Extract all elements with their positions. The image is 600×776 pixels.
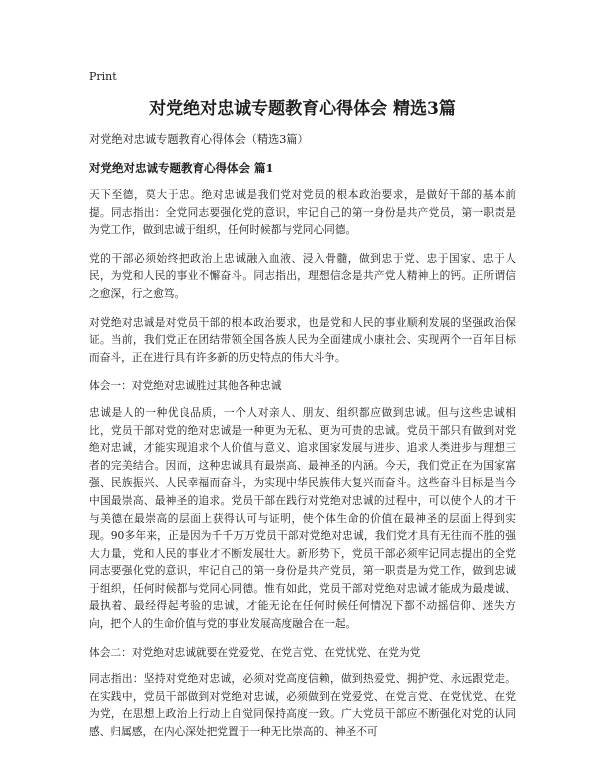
paragraph-2: 党的干部必须始终把政治上忠诚融入血液、浸入骨髓，做到忠于党、忠于国家、忠于人民，为党和人民的事业不懈奋斗。同志指出，理想信念是共产党人精神上的钙。正所谓信之愈深，行之愈笃。 <box>89 251 516 300</box>
print-label: Print <box>89 70 117 83</box>
paragraph-5: 同志指出：坚持对党绝对忠诚，必须对党高度信赖，做到热爱党、拥护党、永远跟党走。在实践中，党员干部做到对党绝对忠诚，必须做到在党爱党、在党言党、在党忧党、在党为党，在思想上政治上行动上自觉同保持高度一致。广大党员干部应不断强化对党的认同感、归属感，在内心深处把党置于一种无比崇高的、神圣不可 <box>89 672 516 739</box>
paragraph-4: 忠诚是人的一种优良品质，一个人对亲人、朋友、组织都应做到忠诚。但与这些忠诚相比，党员干部对党的绝对忠诚是一种更为无私、更为可贵的忠诚。党员干部只有做到对党绝对忠诚，才能实现追求个人价值与意义、追求国家发展与进步、追求人类进步与理想三者的完美结合。因而，这种忠诚具有最崇高、最神圣的内涵。今天，我们党正在为国家富强、民族振兴、人民幸福而奋斗，为实现中华民族伟大复兴而奋斗。这些奋斗目标是当今中国最崇高、最神圣的追求。党员干部在践行对党绝对忠诚的过程中，可以使个人的才干与美德在最崇高的层面上获得认可与证明，使个体生命的价值在最神圣的层面上得到实现。90多年来，正是因为千千万万党员干部对党绝对忠诚，我们党才具有无往而不胜的强大力量，党和人民的事业才不断发展壮大。新形势下，党员干部必须牢记同志提出的全党同志要强化党的意识，牢记自己的第一身份是共产党员，第一职责是为党工作，做到忠诚于组织，任何时候都与党同心同德。惟有如此，党员干部对党绝对忠诚才能成为最虔诚、最执着、最经得起考验的忠诚，才能无论在任何时候任何情况下都不动摇信仰、迷失方向，把个人的生命价值与党的事业发展高度融合在一起。 <box>89 405 516 631</box>
paragraph-3: 对党绝对忠诚是对党员干部的根本政治要求，也是党和人民的事业顺利发展的坚强政治保证。当前，我们党正在团结带领全国各族人民为全面建成小康社会、实现两个一百年目标而奋斗，正在进行具有许多新的历史特点的伟大斗争。 <box>89 315 516 364</box>
subheading-1: 体会一：对党绝对忠诚胜过其他各种忠诚 <box>89 379 282 393</box>
document-title: 对党绝对忠诚专题教育心得体会 精选3篇 <box>149 99 456 119</box>
section-heading: 对党绝对忠诚专题教育心得体会 篇1 <box>89 161 274 175</box>
subheading-2: 体会二：对党绝对忠诚就要在党爱党、在党言党、在党忧党、在党为党 <box>89 645 421 659</box>
paragraph-1: 天下至德，莫大于忠。绝对忠诚是我们党对党员的根本政治要求，是做好干部的基本前提。同志指出：全党同志要强化党的意识，牢记自己的第一身份是共产党员，第一职责是为党工作，做到忠诚于组织，任何时候都与党同心同德。 <box>89 188 516 237</box>
document-subtitle: 对党绝对忠诚专题教育心得体会（精选3篇） <box>89 133 309 146</box>
